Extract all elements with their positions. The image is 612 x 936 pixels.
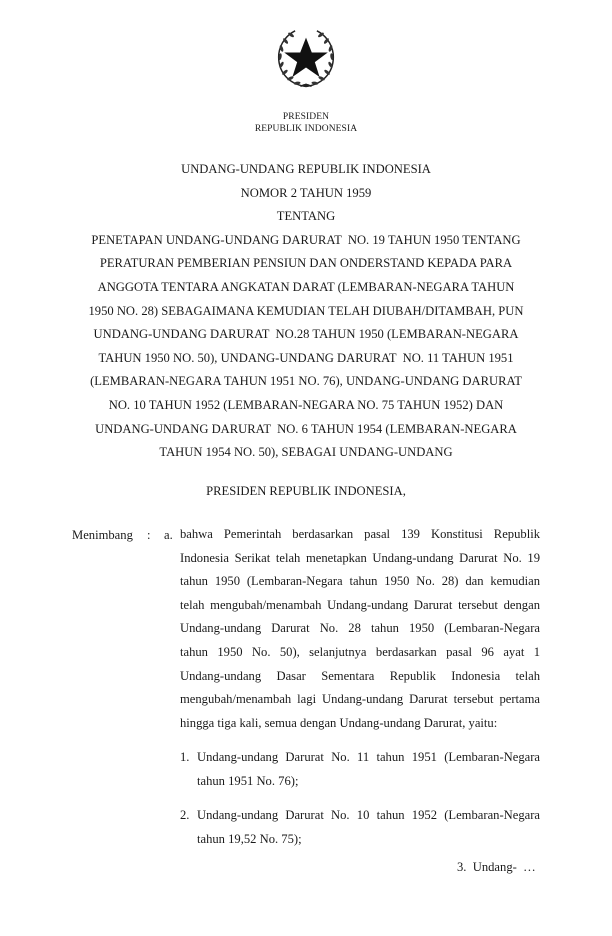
law-title [60,158,552,465]
text-line: tahun 19,52 No. 75); [197,831,302,846]
title-line: 1950 NO. 28) SEBAGAIMANA KEMUDIAN TELAH DIUBAH/DITAMBAH, PUN [88,303,524,318]
considering-colon: : [147,528,151,542]
title-line: UNDANG-UNDANG REPUBLIK INDONESIA [181,162,431,176]
text-line: Undang-undang Dasar Sementara Republik Indonesia telah [180,668,540,683]
title-line: UNDANG-UNDANG DARURAT NO.28 TAHUN 1950 (LEMBARAN-NEGARA [93,327,519,342]
title-line: TAHUN 1950 NO. 50), UNDANG-UNDANG DARURAT NO. 11 TAHUN 1951 [98,350,514,365]
text-line: hingga tiga kali, semua dengan Undang-undang Darurat, yaitu: [180,715,498,730]
sub-item-number: 2. [180,808,190,822]
title-line: NOMOR 2 TAHUN 1959 [240,185,372,200]
text-line: Undang-undang Darurat No. 11 tahun 1951 (Lembaran-Negara [197,750,540,764]
text-line: tahun 1950 (Lembaran-Negara tahun 1950 No. 28) dan kemudian [180,574,540,589]
title-line: PERATURAN PEMBERIAN PENSIUN DAN ONDERSTAND KEPADA PARA [99,256,513,271]
preamble-heading: PRESIDEN REPUBLIK INDONESIA, [206,484,406,498]
title-line: PENETAPAN UNDANG-UNDANG DARURAT NO. 19 TAHUN 1950 TENTANG [91,232,521,247]
title-line: ANGGOTA TENTARA ANGKATAN DARAT (LEMBARAN-NEGARA TAHUN [97,279,515,294]
title-line: UNDANG-UNDANG DARURAT NO. 6 TAHUN 1954 (LEMBARAN-NEGARA [95,421,517,436]
text-line: mengubah/menambah lagi Undang-undang Darurat tersebut pertama [180,692,540,707]
text-line: bahwa Pemerintah berdasarkan pasal 139 Konstitusi Republik [180,527,540,541]
text-line: tahun 1951 No. 76); [197,773,299,788]
header-republic-label: REPUBLIK INDONESIA [254,124,358,134]
header-president-label: PRESIDEN [282,112,330,122]
sub-item-number: 1. [180,750,190,764]
text-line: Undang-undang Darurat No. 28 tahun 1950 (Lembaran-Negara [180,621,540,636]
text-line: telah mengubah/menambah Undang-undang Darurat tersebut dengan [180,597,540,612]
text-line: tahun 1950 No. 50), selanjutnya berdasarkan pasal 96 ayat 1 [180,644,540,659]
text-line: Undang-undang Darurat No. 10 tahun 1952 (Lembaran-Negara [197,808,540,822]
text-line: Indonesia Serikat telah menetapkan Undang-undang Darurat No. 19 [180,550,540,565]
page-continuation-marker: 3. Undang- … [457,860,536,874]
title-line: NO. 10 TAHUN 1952 (LEMBARAN-NEGARA NO. 75 TAHUN 1952) DAN [108,397,504,412]
presidential-emblem-icon [272,24,340,92]
title-line: TENTANG [276,209,336,224]
title-line: TAHUN 1954 NO. 50), SEBAGAI UNDANG-UNDANG [159,445,453,460]
considering-label: Menimbang [72,528,133,542]
considering-item-a-text [180,523,540,735]
title-line: (LEMBARAN-NEGARA TAHUN 1951 NO. 76), UNDANG-UNDANG DARURAT [90,374,522,389]
item-letter: a. [164,528,173,542]
